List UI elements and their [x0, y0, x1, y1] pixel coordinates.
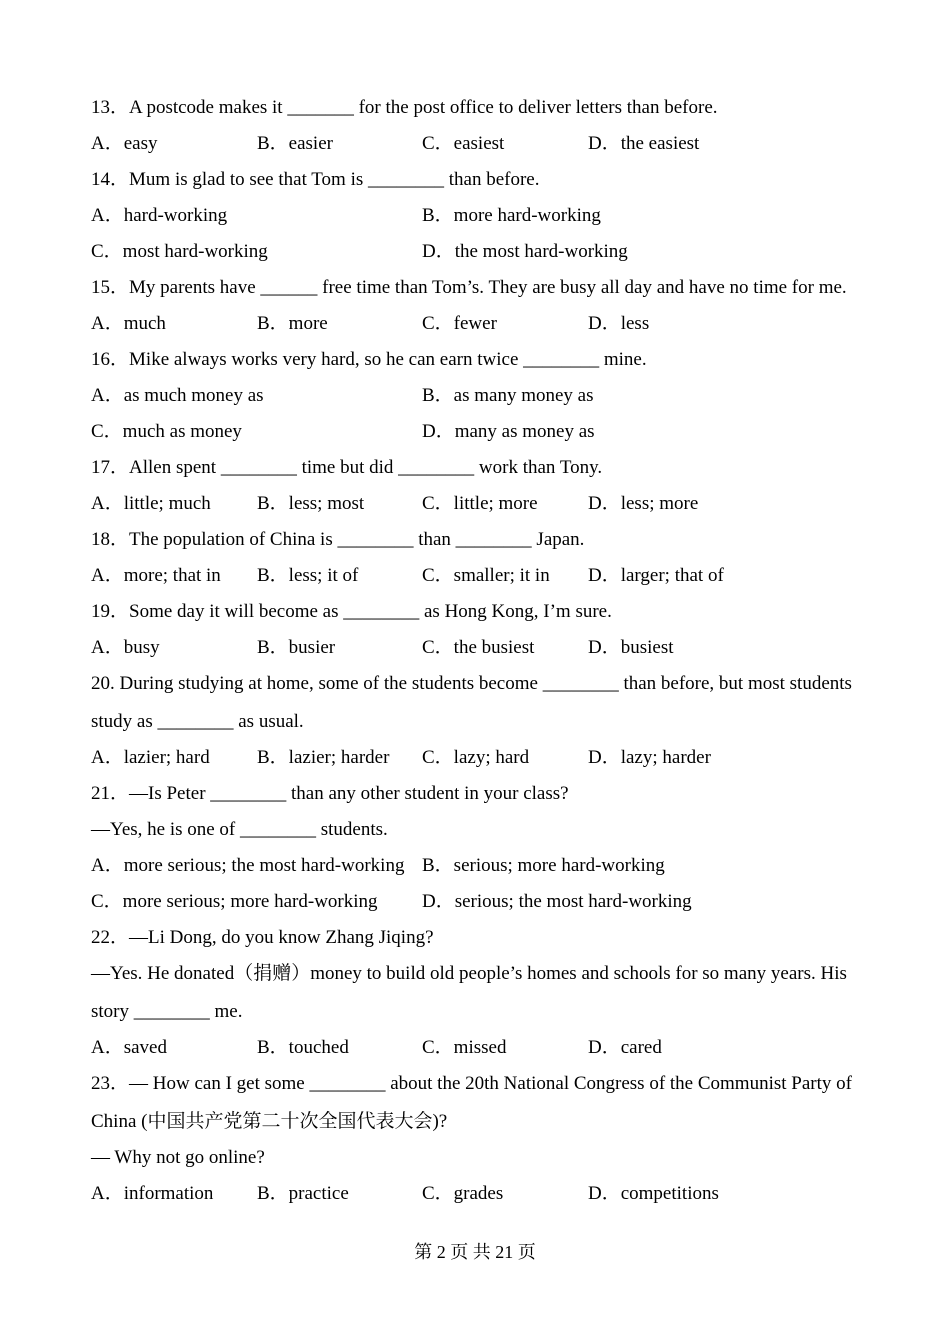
option-a: A．lazier; hard [91, 747, 210, 768]
question-number: 20. [91, 673, 115, 694]
question-text: —Is Peter ________ than any other student in your class? [129, 783, 569, 804]
option-a: A．information [91, 1183, 214, 1204]
option-a: A．more; that in [91, 565, 221, 586]
option-b: B．easier [257, 133, 333, 154]
option-d: D．the easiest [588, 133, 700, 154]
question-number: 22． [91, 927, 130, 948]
question-number: 17． [91, 457, 130, 478]
options-row [91, 486, 891, 522]
option-d: D．competitions [588, 1183, 719, 1204]
question-stem [91, 1066, 891, 1102]
option-a: A．hard-working [91, 205, 228, 226]
question-20 [91, 666, 891, 776]
page-footer: 第 2 页 共 21 页 [414, 1242, 536, 1262]
question-number: 18． [91, 529, 130, 550]
option-c: C．smaller; it in [422, 565, 550, 586]
options-row [91, 884, 891, 920]
question-stem [91, 522, 891, 558]
question-number: 21． [91, 783, 130, 804]
options-row [91, 740, 891, 776]
option-b: B．more [257, 313, 328, 334]
question-text: Mum is glad to see that Tom is ________ than before. [129, 169, 540, 190]
question-16 [91, 342, 891, 450]
question-stem [91, 450, 891, 486]
dialogue-line: — Why not go online? [91, 1147, 265, 1168]
question-text: During studying at home, some of the students become ________ than before, but most students [119, 673, 852, 694]
option-c: C．missed [422, 1037, 507, 1058]
option-d: D．the most hard-working [422, 241, 628, 262]
question-text-line: story ________ me. [91, 1001, 243, 1022]
option-a: A．as much money as [91, 385, 264, 406]
option-c: C．lazy; hard [422, 747, 530, 768]
question-text: — How can I get some ________ about the 20th National Congress of the Communist Party of [129, 1073, 852, 1094]
option-a: A．easy [91, 133, 158, 154]
options-row [91, 630, 891, 666]
options-row [91, 306, 891, 342]
question-text: My parents have ______ free time than Tom’s. They are busy all day and have no time for me. [129, 277, 847, 298]
question-18 [91, 522, 891, 594]
question-stem [91, 270, 891, 306]
question-number: 14． [91, 169, 130, 190]
options-row [91, 1030, 891, 1066]
option-c: C．more serious; more hard-working [91, 891, 378, 912]
option-a: A．busy [91, 637, 160, 658]
option-c: C．grades [422, 1183, 504, 1204]
options-row [91, 234, 891, 270]
question-14 [91, 162, 891, 270]
question-list [91, 90, 891, 1212]
option-b: B．serious; more hard-working [422, 855, 665, 876]
option-c: C．easiest [422, 133, 505, 154]
options-row [91, 1176, 891, 1212]
option-a: A．more serious; the most hard-working [91, 855, 405, 876]
question-stem [91, 90, 891, 126]
option-d: D．many as money as [422, 421, 595, 442]
question-stem [91, 666, 891, 702]
question-22 [91, 920, 891, 1066]
option-b: B．more hard-working [422, 205, 601, 226]
option-b: B．as many money as [422, 385, 594, 406]
options-row [91, 198, 891, 234]
option-c: C．the busiest [422, 637, 535, 658]
question-21 [91, 776, 891, 920]
options-row [91, 414, 891, 450]
question-stem [91, 162, 891, 198]
options-row [91, 126, 891, 162]
question-text-line: study as ________ as usual. [91, 711, 304, 732]
question-number: 13． [91, 97, 130, 118]
option-d: D．lazy; harder [588, 747, 711, 768]
option-a: A．much [91, 313, 166, 334]
dialogue-line: —Yes. He donated（捐赠）money to build old people’s homes and schools for so many years. His [91, 963, 847, 984]
question-text: Mike always works very hard, so he can earn twice ________ mine. [129, 349, 647, 370]
option-d: D．less [588, 313, 650, 334]
question-text: Allen spent ________ time but did ________ work than Tony. [129, 457, 603, 478]
option-c: C．fewer [422, 313, 497, 334]
option-b: B．touched [257, 1037, 349, 1058]
question-17 [91, 450, 891, 522]
question-stem [91, 342, 891, 378]
question-text-line: China (中国共产党第二十次全国代表大会)? [91, 1111, 448, 1132]
option-c: C．most hard-working [91, 241, 268, 262]
question-text: A postcode makes it _______ for the post office to deliver letters than before. [129, 97, 718, 118]
question-stem [91, 920, 891, 956]
question-number: 23． [91, 1073, 130, 1094]
option-b: B．lazier; harder [257, 747, 390, 768]
question-13 [91, 90, 891, 162]
option-b: B．busier [257, 637, 336, 658]
option-a: A．little; much [91, 493, 211, 514]
question-stem [91, 594, 891, 630]
option-b: B．less; it of [257, 565, 359, 586]
option-c: C．much as money [91, 421, 242, 442]
option-d: D．busiest [588, 637, 674, 658]
question-15 [91, 270, 891, 342]
option-d: D．serious; the most hard-working [422, 891, 692, 912]
option-a: A．saved [91, 1037, 167, 1058]
dialogue-line: —Yes, he is one of ________ students. [91, 819, 388, 840]
question-text: The population of China is ________ than ________ Japan. [129, 529, 585, 550]
question-text: Some day it will become as ________ as Hong Kong, I’m sure. [129, 601, 612, 622]
option-c: C．little; more [422, 493, 538, 514]
question-number: 15． [91, 277, 130, 298]
option-b: B．less; most [257, 493, 365, 514]
question-stem [91, 776, 891, 812]
options-row [91, 378, 891, 414]
question-number: 16． [91, 349, 130, 370]
options-row [91, 848, 891, 884]
option-d: D．less; more [588, 493, 699, 514]
option-b: B．practice [257, 1183, 349, 1204]
question-19 [91, 594, 891, 666]
question-23 [91, 1066, 891, 1212]
option-d: D．larger; that of [588, 565, 724, 586]
option-d: D．cared [588, 1037, 662, 1058]
question-number: 19． [91, 601, 130, 622]
options-row [91, 558, 891, 594]
question-text: —Li Dong, do you know Zhang Jiqing? [129, 927, 434, 948]
